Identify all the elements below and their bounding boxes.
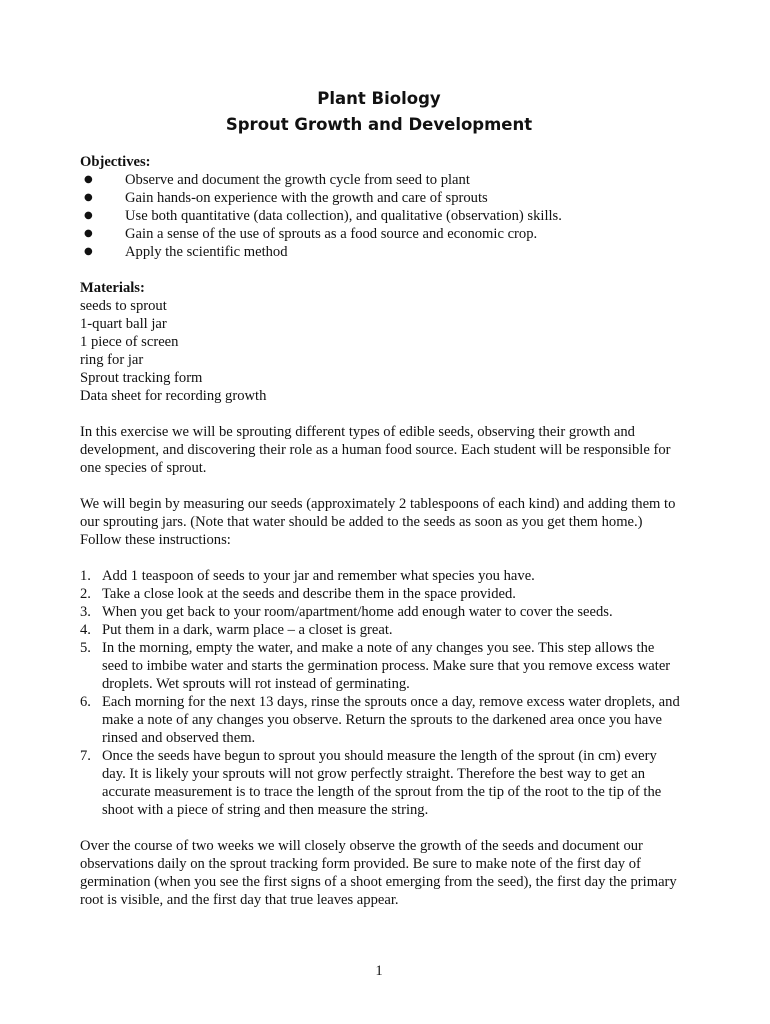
material-item: Data sheet for recording growth xyxy=(80,388,267,404)
step-text: Take a close look at the seeds and describe them in the space provided. xyxy=(102,586,516,602)
step-item xyxy=(80,639,680,693)
title-line-2: Sprout Growth and Development xyxy=(225,115,533,134)
material-item: ring for jar xyxy=(80,352,144,368)
bullet-icon: ● xyxy=(84,246,93,257)
document-title xyxy=(0,86,758,138)
step-number: 1. xyxy=(80,568,91,584)
material-item: Sprout tracking form xyxy=(80,370,203,386)
step-item xyxy=(80,567,680,585)
step-number: 4. xyxy=(80,622,91,638)
objectives-heading: Objectives: xyxy=(80,154,151,170)
materials-heading: Materials: xyxy=(80,280,145,296)
objectives-list xyxy=(80,171,680,261)
document-body xyxy=(80,153,680,909)
objective-item: ● Apply the scientific method xyxy=(84,244,288,260)
title-line-1: Plant Biology xyxy=(317,89,441,108)
step-text: When you get back to your room/apartment/home add enough water to cover the seeds. xyxy=(102,604,613,620)
step-text: Once the seeds have begun to sprout you should measure the length of the sprout (in cm) every day. It is likely your sprouts will not grow perfectly straight. Therefore the best way to get an accurate measurement is to trace the length of the sprout from the tip of the root to the tip of the shoot with a piece of string and then measure the string. xyxy=(102,748,662,818)
bullet-icon: ● xyxy=(84,228,93,239)
objective-item: ● Use both quantitative (data collection), and qualitative (observation) skills. xyxy=(84,208,562,224)
step-item xyxy=(80,603,680,621)
objective-item: ● Gain a sense of the use of sprouts as a food source and economic crop. xyxy=(84,226,538,242)
step-text: Add 1 teaspoon of seeds to your jar and remember what species you have. xyxy=(102,568,535,584)
step-number: 5. xyxy=(80,640,91,656)
bullet-icon: ● xyxy=(84,192,93,203)
measure-paragraph: We will begin by measuring our seeds (approximately 2 tablespoons of each kind) and adding them to our sprouting jars. (Note that water should be added to the seeds as soon as you get them home.) Follow these instructions: xyxy=(80,496,676,548)
step-text: Each morning for the next 13 days, rinse the sprouts once a day, remove excess water droplets, and make a note of any changes you observe. Return the sprouts to the darkened area once you have rinsed and observed them. xyxy=(102,694,680,746)
objective-item: ● Observe and document the growth cycle from seed to plant xyxy=(84,172,470,188)
step-item xyxy=(80,621,680,639)
step-text: Put them in a dark, warm place – a closet is great. xyxy=(102,622,393,638)
step-number: 7. xyxy=(80,748,91,764)
material-item: 1 piece of screen xyxy=(80,334,179,350)
closing-paragraph: Over the course of two weeks we will closely observe the growth of the seeds and document our observations daily on the sprout tracking form provided. Be sure to make note of the first day of germination (when you see the first signs of a shoot emerging from the seed), the first day the primary root is visible, and the first day that true leaves appear. xyxy=(80,838,677,908)
instruction-steps xyxy=(80,567,680,819)
step-number: 6. xyxy=(80,694,91,710)
materials-list xyxy=(80,297,680,405)
page-number: 1 xyxy=(375,963,383,979)
step-text: In the morning, empty the water, and make a note of any changes you see. This step allows the seed to imbibe water and starts the germination process. Make sure that you remove excess water droplets. Wet sprouts will rot instead of germinating. xyxy=(102,640,671,692)
objective-item: ● Gain hands-on experience with the growth and care of sprouts xyxy=(84,190,488,206)
bullet-icon: ● xyxy=(84,174,93,185)
step-item xyxy=(80,585,680,603)
step-item xyxy=(80,747,680,819)
intro-paragraph: In this exercise we will be sprouting different types of edible seeds, observing their growth and development, and discovering their role as a human food source. Each student will be responsible for one species of sprout. xyxy=(80,424,671,476)
step-number: 3. xyxy=(80,604,91,620)
step-item xyxy=(80,693,680,747)
bullet-icon: ● xyxy=(84,210,93,221)
step-number: 2. xyxy=(80,586,91,602)
material-item: seeds to sprout xyxy=(80,298,167,314)
material-item: 1-quart ball jar xyxy=(80,316,167,332)
